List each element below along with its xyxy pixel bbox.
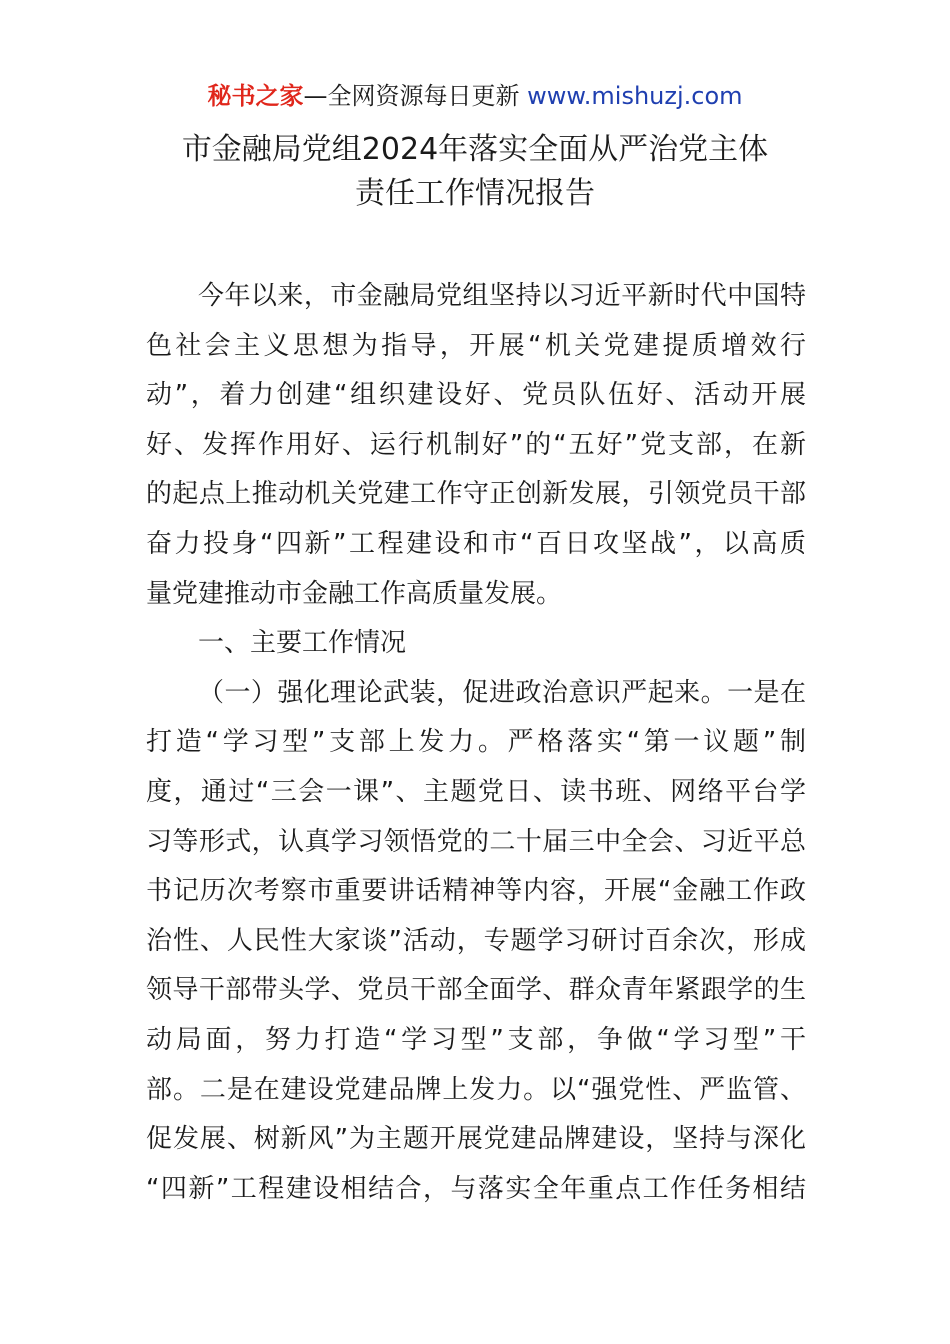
- paragraph-line: “四新”工程建设相结合，与落实全年重点工作任务相结: [146, 1173, 806, 1204]
- paragraph-line: 度，通过“三会一课”、主题党日、读书班、网络平台学: [146, 776, 806, 807]
- paragraph-line: 打造“学习型”支部上发力。严格落实“第一议题”制: [146, 727, 806, 758]
- section-heading: 一、主要工作情况: [198, 628, 407, 659]
- document-title: [0, 128, 950, 216]
- paragraph-line: 量党建推动市金融工作高质量发展。: [146, 578, 563, 609]
- paragraph-line: 习等形式，认真学习领悟党的二十届三中全会、习近平总: [146, 826, 806, 857]
- title-line: 市金融局党组2024年落实全面从严治党主体: [181, 132, 769, 167]
- site-url-link[interactable]: www.mishuzj.com: [527, 82, 743, 110]
- paragraph-line: 今年以来，市金融局党组坚持以习近平新时代中国特: [198, 281, 806, 311]
- paragraph-line: 部。二是在建设党建品牌上发力。以“强党性、严监管、: [146, 1074, 806, 1105]
- paragraph-line: 促发展、树新风”为主题开展党建品牌建设，坚持与深化: [146, 1124, 806, 1155]
- paragraph-line: 治性、人民性大家谈”活动，专题学习研讨百余次，形成: [146, 925, 806, 956]
- document-body: [146, 272, 806, 1214]
- paragraph-line: 动局面，努力打造“学习型”支部，争做“学习型”干: [146, 1024, 806, 1055]
- paragraph-line: 的起点上推动机关党建工作守正创新发展，引领党员干部: [146, 479, 806, 510]
- paragraph-line: 好、发挥作用好、运行机制好”的“五好”党支部，在新: [146, 429, 806, 460]
- paragraph-line: 动”，着力创建“组织建设好、党员队伍好、活动开展: [146, 380, 806, 411]
- title-line: 责任工作情况报告: [355, 176, 595, 211]
- brand-name: 秘书之家: [207, 82, 304, 110]
- paragraph-line: （一）强化理论武装，促进政治意识严起来。一是在: [198, 677, 806, 708]
- banner-slogan: —全网资源每日更新: [303, 82, 528, 110]
- paragraph-line: 色社会主义思想为指导，开展“机关党建提质增效行: [146, 330, 806, 361]
- site-banner: [0, 80, 950, 112]
- paragraph-line: 书记历次考察市重要讲话精神等内容，开展“金融工作政: [146, 876, 806, 907]
- paragraph-line: 领导干部带头学、党员干部全面学、群众青年紧跟学的生: [146, 975, 806, 1006]
- paragraph-line: 奋力投身“四新”工程建设和市“百日攻坚战”，以高质: [146, 528, 806, 559]
